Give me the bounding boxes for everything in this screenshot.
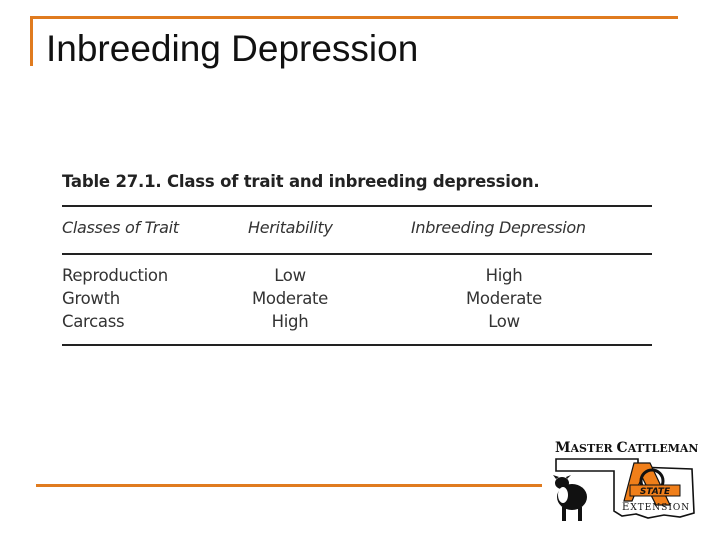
header-heritability: Heritability: [248, 218, 333, 237]
table-top-rule: [62, 205, 652, 207]
footer-accent-line: [36, 484, 542, 487]
header-inbreeding-depression: Inbreeding Depression: [411, 218, 586, 237]
table-header-rule: [62, 253, 652, 255]
table-bottom-rule: [62, 344, 652, 346]
title-accent-bar: [30, 16, 33, 66]
header-classes-of-trait: Classes of Trait: [62, 218, 179, 237]
title-accent-line: [30, 16, 678, 19]
trait-table: Table 27.1. Class of trait and inbreeding depression. Classes of Trait Heritability Inbreeding Depression Reproduction Low High Growth Moderate Moderate Carcass High Low: [62, 172, 652, 191]
cell-trait-class: Carcass: [62, 312, 125, 331]
master-cattleman-logo: [552, 437, 698, 527]
cow-icon: [553, 475, 587, 521]
logo-subtitle: EXTENSION: [622, 502, 691, 513]
slide-title: Inbreeding Depression: [46, 28, 419, 69]
cell-trait-class: Growth: [62, 289, 120, 308]
badge-label: STATE: [639, 487, 671, 497]
logo-title: MASTER CATTLEMAN: [555, 440, 698, 456]
table-caption: Table 27.1. Class of trait and inbreeding depression.: [62, 172, 540, 191]
cell-trait-class: Reproduction: [62, 266, 168, 285]
